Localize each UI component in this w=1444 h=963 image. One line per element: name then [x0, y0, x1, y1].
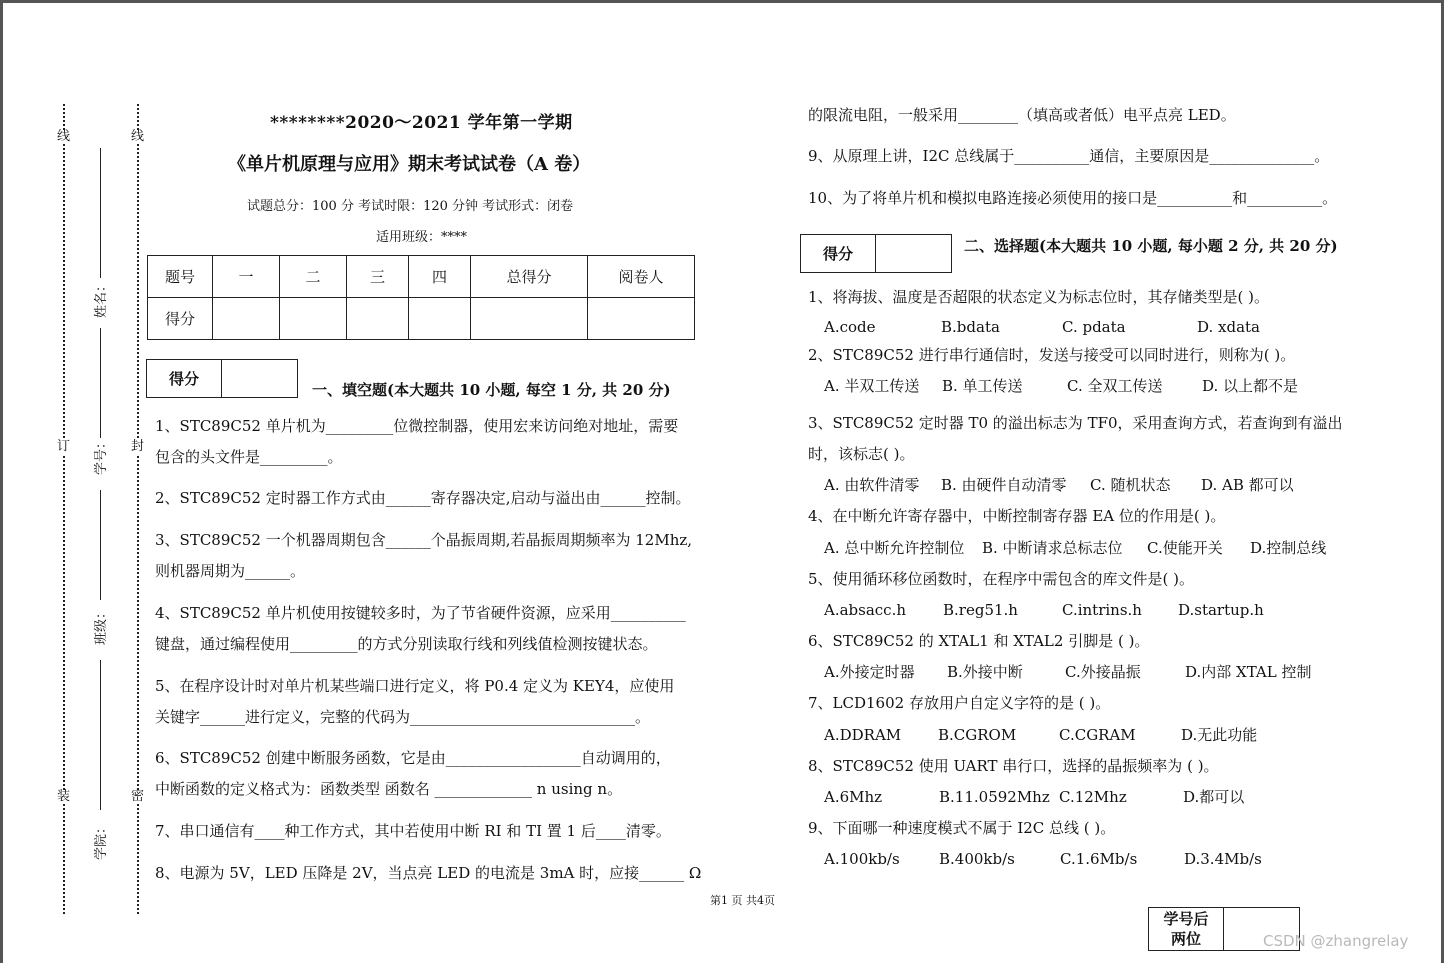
- section1-score-box: [146, 359, 298, 398]
- class-field-label: 班级：: [94, 605, 109, 645]
- question-line: 9、下面哪一种速度模式不属于 I2C 总线 ( )。: [808, 819, 1116, 837]
- option: A. 总中断允许控制位: [824, 539, 965, 557]
- option: B. 中断请求总标志位: [982, 539, 1123, 557]
- question-line: 1、将海拔、温度是否超限的状态定义为标志位时，其存储类型是( )。: [808, 288, 1270, 306]
- option: C. 全双工传送: [1067, 377, 1163, 395]
- question-line: 6、STC89C52 的 XTAL1 和 XTAL2 引脚是 ( )。: [808, 632, 1150, 650]
- binding-char: 线: [57, 129, 71, 144]
- question-line: 4、在中断允许寄存器中，中断控制寄存器 EA 位的作用是( )。: [808, 507, 1226, 525]
- option: A.外接定时器: [824, 663, 915, 681]
- question-line: 中断函数的定义格式为：函数类型 函数名 _____________ n using n。: [155, 780, 623, 798]
- exam-term-title: ********2020～2021 学年第一学期: [270, 113, 573, 133]
- table-cell: 总得分: [471, 256, 588, 298]
- question-line: 时，该标志( )。: [808, 445, 915, 463]
- option: A.6Mhz: [824, 788, 883, 806]
- option: A.100kb/s: [824, 850, 900, 868]
- binding-char: 线: [131, 129, 145, 144]
- table-row: [148, 256, 695, 298]
- question-line: 键盘，通过编程使用_________的方式分别读取行线和列线值检测按键状态。: [155, 635, 658, 653]
- binding-char: 密: [131, 789, 145, 804]
- question-line: 3、STC89C52 定时器 T0 的溢出标志为 TF0，采用查询方式，若查询到有溢出: [808, 414, 1343, 432]
- binding-char: 订: [57, 439, 71, 454]
- option: C.1.6Mb/s: [1060, 850, 1138, 868]
- question-line: 1、STC89C52 单片机为_________位微控制器，使用宏来访问绝对地址，需要: [155, 417, 679, 435]
- option: D.3.4Mb/s: [1184, 850, 1262, 868]
- question-line: 5、使用循环移位函数时，在程序中需包含的库文件是( )。: [808, 570, 1195, 588]
- option: A. 由软件清零: [824, 476, 920, 494]
- option: D.无此功能: [1181, 726, 1258, 744]
- option: B.400kb/s: [939, 850, 1015, 868]
- watermark: CSDN @zhangrelay: [1263, 932, 1409, 950]
- question-line: 包含的头文件是_________。: [155, 448, 343, 466]
- option: D. AB 都可以: [1201, 476, 1294, 494]
- option: B.11.0592Mhz: [939, 788, 1050, 806]
- section2-title: 二、选择题(本大题共 10 小题, 每小题 2 分, 共 20 分): [964, 237, 1338, 255]
- question-line: 7、LCD1602 存放用户自定义字符的是 ( )。: [808, 694, 1111, 712]
- option: B. 单工传送: [942, 377, 1023, 395]
- option: C. 随机状态: [1090, 476, 1171, 494]
- question-line: 关键字______进行定义，完整的代码为______________________________。: [155, 708, 651, 726]
- option: A. 半双工传送: [824, 377, 920, 395]
- option: A.code: [824, 318, 876, 336]
- question-line: 7、串口通信有____种工作方式，其中若使用中断 RI 和 TI 置 1 后____清零。: [155, 822, 671, 840]
- binding-char: 装: [57, 789, 71, 804]
- option: C.CGRAM: [1059, 726, 1136, 744]
- option: C.外接晶振: [1065, 663, 1141, 681]
- name-blank-line: [100, 148, 101, 278]
- question-line: 5、在程序设计时对单片机某些端口进行定义，将 P0.4 定义为 KEY4，应使用: [155, 677, 675, 695]
- question-line: 3、STC89C52 一个机器周期包含______个晶振周期,若晶振周期频率为 12Mhz,: [155, 531, 693, 549]
- id-box-label: [1149, 908, 1224, 950]
- option: D.startup.h: [1178, 601, 1264, 619]
- option: C.12Mhz: [1059, 788, 1127, 806]
- question-line: 的限流电阻，一般采用________（填高或者低）电平点亮 LED。: [808, 106, 1236, 124]
- table-cell: 二: [280, 256, 347, 298]
- option: B. 由硬件自动清零: [941, 476, 1067, 494]
- option: D. 以上都不是: [1202, 377, 1299, 395]
- section2-score-box: [800, 234, 952, 273]
- question-line: 10、为了将单片机和模拟电路连接必须使用的接口是__________和__________。: [808, 189, 1338, 207]
- table-cell: [409, 298, 471, 340]
- name-field-label: 姓名：: [94, 278, 109, 318]
- question-line: 则机器周期为______。: [155, 562, 306, 580]
- question-line: 4、STC89C52 单片机使用按键较多时，为了节省硬件资源，应采用__________: [155, 604, 686, 622]
- question-line: 2、STC89C52 进行串行通信时，发送与接受可以同时进行，则称为( )。: [808, 346, 1296, 364]
- question-line: 8、STC89C52 使用 UART 串行口，选择的晶振频率为 ( )。: [808, 757, 1219, 775]
- option: B.bdata: [941, 318, 1000, 336]
- page-number: 第1 页 共4页: [710, 894, 775, 907]
- option: B.外接中断: [947, 663, 1023, 681]
- question-line: 9、从原理上讲，I2C 总线属于__________通信，主要原因是______________。: [808, 147, 1330, 165]
- option: D.内部 XTAL 控制: [1185, 663, 1312, 681]
- option: B.CGROM: [938, 726, 1017, 744]
- option: D. xdata: [1197, 318, 1261, 336]
- option: D.都可以: [1183, 788, 1245, 806]
- exam-meta-info: 试题总分：100 分 考试时限：120 分钟 考试形式：闭卷: [247, 199, 574, 214]
- applicable-class: 适用班级：****: [376, 230, 468, 245]
- score-box-label: 得分: [801, 235, 876, 272]
- score-table: [147, 255, 695, 340]
- table-cell: 一: [213, 256, 280, 298]
- option: B.reg51.h: [943, 601, 1018, 619]
- question-line: 8、电源为 5V，LED 压降是 2V，当点亮 LED 的电流是 3mA 时，应接______ Ω: [155, 864, 702, 882]
- question-line: 2、STC89C52 定时器工作方式由______寄存器决定,启动与溢出由______控制。: [155, 489, 691, 507]
- table-cell: [213, 298, 280, 340]
- option: C. pdata: [1062, 318, 1126, 336]
- option: A.DDRAM: [824, 726, 902, 744]
- table-cell: [471, 298, 588, 340]
- question-line: 6、STC89C52 创建中断服务函数，它是由__________________自动调用的，: [155, 749, 671, 767]
- table-cell: 得分: [148, 298, 213, 340]
- binding-char: 封: [131, 439, 145, 454]
- college-field-label: 学院：: [94, 820, 109, 860]
- option: D.控制总线: [1250, 539, 1327, 557]
- option: A.absacc.h: [824, 601, 907, 619]
- table-row: [148, 298, 695, 340]
- window-frame-left: [0, 0, 3, 963]
- score-box-label: 得分: [147, 360, 222, 397]
- option: C.intrins.h: [1062, 601, 1142, 619]
- table-cell: 阅卷人: [588, 256, 695, 298]
- id-box-label-line: 两位: [1170, 930, 1201, 948]
- option: C.使能开关: [1147, 539, 1223, 557]
- table-cell: [280, 298, 347, 340]
- id-box-label-line: 学号后: [1163, 910, 1209, 928]
- table-cell: [588, 298, 695, 340]
- student-id-field-label: 学号：: [94, 435, 109, 475]
- table-cell: 四: [409, 256, 471, 298]
- table-cell: 题号: [148, 256, 213, 298]
- table-cell: 三: [347, 256, 409, 298]
- student-id-blank-line: [100, 328, 101, 438]
- class-blank-line: [100, 490, 101, 600]
- college-blank-line: [100, 660, 101, 810]
- section1-title: 一、填空题(本大题共 10 小题, 每空 1 分, 共 20 分): [312, 381, 671, 399]
- exam-paper-title: 《单片机原理与应用》期末考试试卷（A 卷）: [228, 154, 591, 175]
- table-cell: [347, 298, 409, 340]
- window-frame-top: [0, 0, 1444, 3]
